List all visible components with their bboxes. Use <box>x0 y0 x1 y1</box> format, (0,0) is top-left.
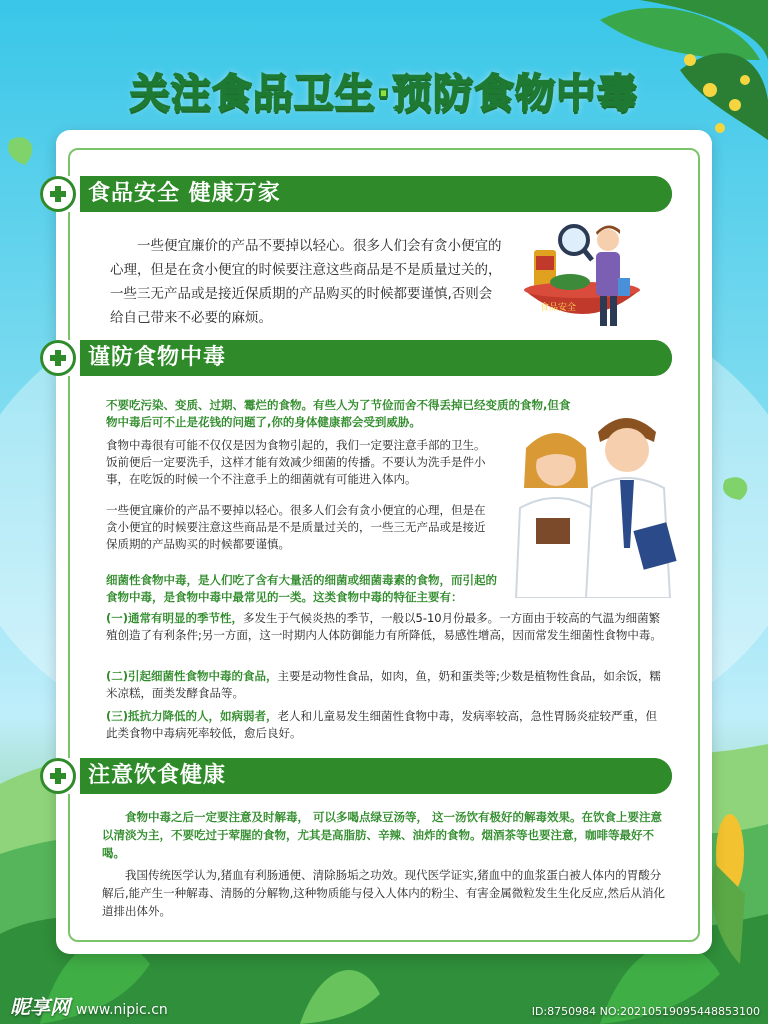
section-title: 谨防食物中毒 <box>88 345 227 370</box>
poster-title: 关注食品卫生·预防食物中毒 <box>129 71 639 117</box>
feature-2-text: 主要是动物性食品，如肉，鱼，奶和蛋类等;少数是植物性食品，如余饭，糯米凉糕，面类发酵食品等。 <box>106 669 661 700</box>
site-name: 昵享网 <box>10 995 70 1019</box>
plus-icon <box>40 176 76 212</box>
bowl-label: 食品安全 <box>540 303 577 313</box>
section-title: 注意饮食健康 <box>88 763 227 788</box>
plus-icon <box>40 758 76 794</box>
site-watermark <box>10 991 168 1020</box>
warning-text: 不要吃污染、变质、过期、霉烂的食物。有些人为了节俭而舍不得丢掉已经变质的食物,但食物中毒后可不止是花钱的问题了,你的身体健康都会受到威胁。 <box>106 398 571 429</box>
feature-3-label: (三)抵抗力降低的人，如病弱者， <box>106 709 278 723</box>
detox-paragraph: 食物中毒之后一定要注意及时解毒， 可以多喝点绿豆汤等， 这一汤饮有极好的解毒效果。在饮食上要注意以清淡为主，不要吃过于荤腥的食物，尤其是高脂肪、辛辣、油炸的食物。烟酒茶等也要注意，咖啡等最好不喝。 <box>102 810 663 860</box>
feature-2 <box>106 668 666 702</box>
feature-3-text: 老人和儿童易发生细菌性食物中毒，发病率较高，急性胃肠炎症较严重，但此类食物中毒病死率较低，愈后良好。 <box>106 709 658 740</box>
pig-blood-paragraph: 我国传统医学认为,猪血有利肠通便、清除肠垢之功效。现代医学证实,猪血中的血浆蛋白被人体内的胃酸分解后,能产生一种解毒、清肠的分解物,这种物质能与侵入人体内的粉尘、有害金属微粒发生生化反应,然后从消化道排出体外。 <box>102 868 665 918</box>
feature-1-label: (一)通常有明显的季节性， <box>106 611 244 625</box>
food-inspector-illustration <box>522 220 642 336</box>
site-url: www.nipic.cn <box>76 1002 168 1018</box>
magnifier-icon <box>560 226 588 254</box>
feature-1 <box>106 610 666 644</box>
image-id: ID:8750984 NO:20210519095448853100 <box>531 1005 760 1018</box>
section-header-prevent-poisoning <box>40 340 672 376</box>
feature-1-text: 多发生于气候炎热的季节，一般以5-10月份最多。一方面由于较高的气温为细菌繁殖创造了有利条件;另一方面，这一时期内人体防御能力有所降低，易感性增高，因而常发生细菌性食物中毒。 <box>106 611 662 642</box>
food-safety-paragraph: 一些便宜廉价的产品不要掉以轻心。很多人们会有贪小便宜的心理，但是在贪小便宜的时候要注意这些商品是不是质量过关的，一些三无产品或是接近保质期的产品购买的时候都要谨慎,否则会给自己带来不必要的麻烦。 <box>110 238 502 326</box>
feature-3 <box>106 708 666 742</box>
cheap-products-paragraph: 一些便宜廉价的产品不要掉以轻心。很多人们会有贪小便宜的心理，但是在贪小便宜的时候要注意这些商品是不是质量过关的，一些三无产品或是接近保质期的产品购买的时候都要谨慎。 <box>106 503 486 551</box>
definition-text: 细菌性食物中毒，是人们吃了含有大量活的细菌或细菌毒素的食物，而引起的食物中毒，是食物中毒中最常见的一类。这类食物中毒的特征主要有： <box>106 573 497 604</box>
doctors-illustration <box>506 408 684 598</box>
feature-2-label: (二)引起细菌性食物中毒的食品， <box>106 669 278 683</box>
section-title: 食品安全 健康万家 <box>88 181 281 206</box>
hand-hygiene-paragraph: 食物中毒很有可能不仅仅是因为食物引起的，我们一定要注意手部的卫生。饭前便后一定要洗手，这样才能有效减少细菌的传播。不要认为洗手是件小事，在吃饭的时候一个不注意手上的细菌就有可能进入体内。 <box>106 438 486 486</box>
plus-icon <box>40 340 76 376</box>
section-header-food-safety <box>40 176 672 212</box>
section-header-diet-health <box>40 758 672 794</box>
